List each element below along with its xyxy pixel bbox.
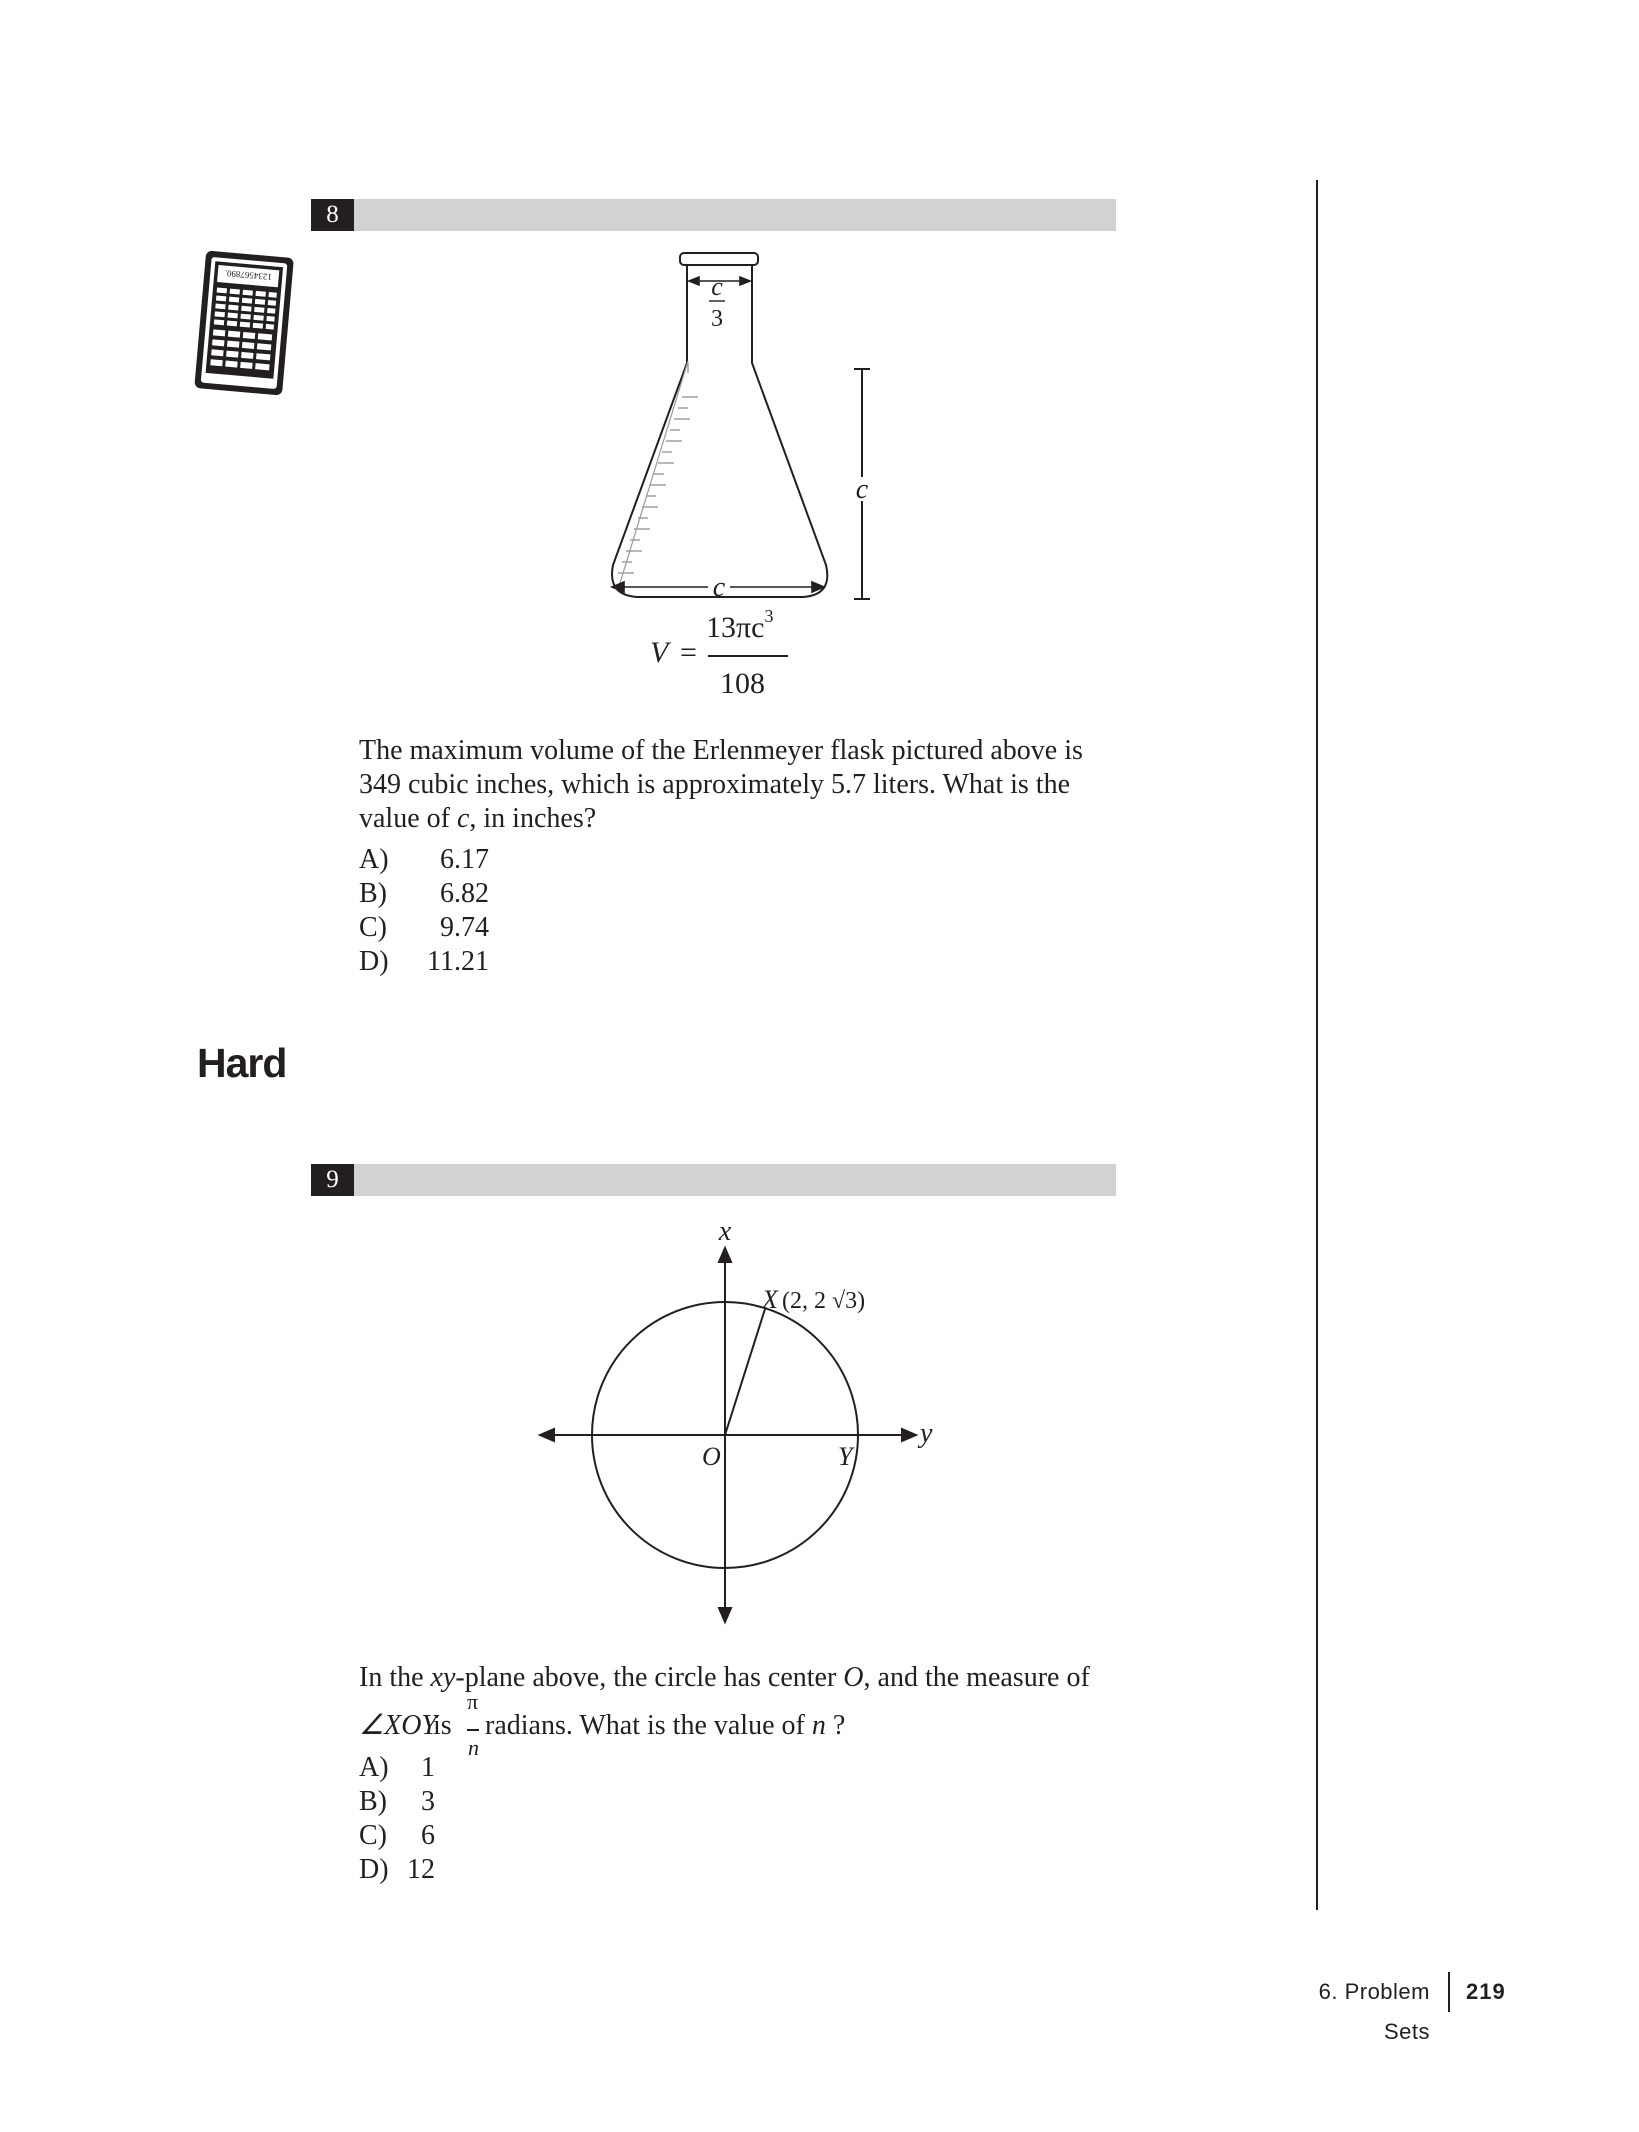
- footer-chapter: 6. Problem Sets: [1318, 1979, 1430, 2044]
- choice-d[interactable]: D) 12: [359, 1854, 435, 1885]
- formula-lhs: V: [650, 636, 669, 669]
- top-width-denominator: 3: [711, 306, 723, 332]
- choice-a[interactable]: A) 6.17: [359, 844, 489, 875]
- question-9-choices: [359, 1751, 519, 1887]
- axis-y-label: y: [920, 1418, 933, 1449]
- formula-numerator: [706, 606, 774, 645]
- question-9-prompt: [359, 1661, 1159, 1695]
- origin-label: O: [702, 1442, 721, 1471]
- radius-ox: [725, 1309, 765, 1435]
- point-x-coordinates: (2, 2 √3): [782, 1288, 866, 1314]
- choice-b[interactable]: B) 3: [359, 1786, 435, 1817]
- top-width-numerator: c: [711, 272, 723, 301]
- margin-rule: [1316, 180, 1318, 1910]
- point-y-label: Y: [838, 1442, 853, 1471]
- erlenmeyer-flask-figure: [590, 245, 890, 615]
- formula-numerator-coefficient: 13πc: [706, 611, 765, 644]
- choice-a[interactable]: A) 1: [359, 1752, 435, 1783]
- fraction-denominator: n: [468, 1735, 479, 1760]
- question-8-line-1: The maximum volume of the Erlenmeyer flask pictured above is: [359, 735, 1083, 766]
- question-8-choices: [359, 843, 519, 979]
- question-9-header-bar: [311, 1164, 1116, 1196]
- angle-xoy: ∠XOY: [359, 1710, 437, 1741]
- calculator-icon: [188, 248, 300, 400]
- question-9-line-1: In the xy-plane above, the circle has center O, and the measure of: [359, 1662, 1090, 1693]
- circle-coordinate-figure: [530, 1220, 950, 1630]
- question-8-header-bar: [311, 199, 1116, 231]
- choice-b[interactable]: B) 6.82: [359, 878, 489, 909]
- formula-equals: =: [680, 636, 697, 669]
- question-8-number: 8: [311, 199, 354, 231]
- question-9-number: 9: [311, 1164, 354, 1196]
- footer-page-number: 219: [1466, 1979, 1506, 2004]
- fraction-numerator: π: [467, 1689, 479, 1714]
- question-8-line-3: value of c, in inches?: [359, 803, 597, 834]
- formula-exponent: 3: [764, 606, 774, 626]
- point-x-label: X: [762, 1285, 778, 1314]
- height-label: c: [855, 474, 869, 505]
- base-width-label: c: [712, 572, 726, 603]
- section-heading: Hard: [197, 1040, 287, 1086]
- flask-graduation-marks: [618, 363, 698, 573]
- question-9-line-2: ∠XOY is π n radians. What is the value of n ?: [359, 1709, 1159, 1749]
- question-8-line-2: 349 cubic inches, which is approximately 5.7 liters. What is the: [359, 769, 1070, 800]
- choice-c[interactable]: C) 6: [359, 1820, 435, 1851]
- question-8-prompt: [359, 734, 1139, 836]
- choice-c[interactable]: C) 9.74: [359, 912, 489, 943]
- axis-x-label: x: [718, 1220, 732, 1247]
- formula-denominator: 108: [720, 667, 765, 700]
- choice-d[interactable]: D) 11.21: [359, 946, 489, 977]
- formula-fraction-bar: [708, 655, 788, 657]
- footer-divider: [1448, 1972, 1450, 2012]
- horizontal-axis: [540, 1429, 916, 1441]
- flask-rim: [680, 253, 758, 265]
- calculator-display: 1234567890.: [224, 268, 273, 283]
